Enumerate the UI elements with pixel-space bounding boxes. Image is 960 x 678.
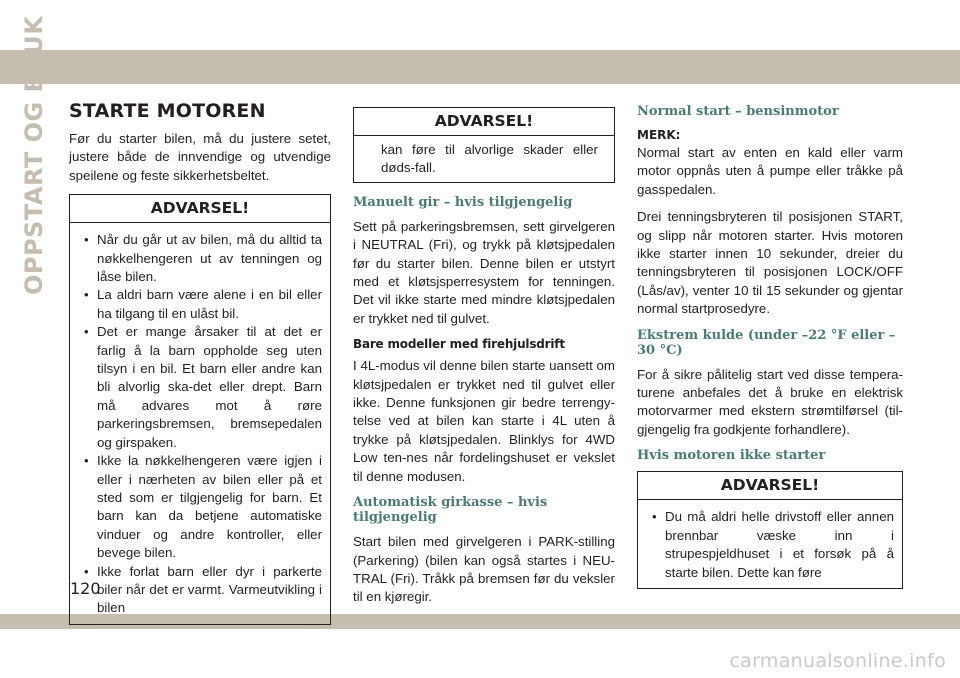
watermark: carmanualsonline.info bbox=[729, 650, 946, 672]
page-number: 120 bbox=[70, 579, 101, 598]
warning-body bbox=[70, 223, 330, 624]
warning-item: • Det er mange årsaker til at det er farlig å la barn oppholde seg uten tilsyn i en bil. Et barn eller andre kan bli alvorlig ska-det eller drept. Barn må advares mot å røre parkeringsbremsen, bremsepedalen og girspaken. bbox=[78, 323, 322, 452]
manual-gear-paragraph: Sett på parkeringsbremsen, sett girvelgeren i NEUTRAL (Fri), og trykk på kløtsjpedalen før du starter bilen. Denne bilen er utstyrt med et kløtsjsperresystem for tenningen. Det vil ikke starte med mindre kløtsjpedalen er trykket ned til gulvet. bbox=[353, 218, 615, 326]
chapter-side-title-text: OPPSTART OG BRUK bbox=[20, 15, 48, 295]
column-middle bbox=[353, 107, 615, 616]
warning-item: • Ikke la nøkkelhengeren være igjen i eller i nærheten av bilen eller på et sted som er tilgjengelig for barn. Et barn kan da betjene automatiske vinduer og andre kontroller, eller bevege bilen. bbox=[78, 452, 322, 562]
warning-continuation: kan føre til alvorlige skader eller døds-fall. bbox=[381, 142, 598, 176]
chapter-side-title bbox=[16, 15, 56, 295]
page-title: STARTE MOTOREN bbox=[69, 100, 266, 122]
note-paragraph: Normal start av enten en kald eller varm motor oppnås uten å pumpe eller tråkke på gasspedalen. bbox=[637, 145, 903, 197]
normal-start-paragraph: Drei tenningsbryteren til posisjonen START, og slipp når motoren starter. Hvis motoren ikke starter innen 10 sekunder, dreier du tenningsbryteren til posisjonen LOCK/OFF (Lås/av), venter 10 til 15 sekunder og gjentar normal startprosedyre. bbox=[637, 209, 903, 317]
warning-item: • La aldri barn være alene i en bil eller ha tilgang til en ulåst bil. bbox=[78, 286, 322, 323]
warning-item: • Når du går ut av bilen, må du alltid ta nøkkelhengeren ut av tenningen og låse bilen. bbox=[78, 231, 322, 286]
warning-title: ADVARSEL! bbox=[354, 108, 614, 136]
warning-item: • Du må aldri helle drivstoff eller annen brennbar væske inn i strupespjeldhuset i et forsøk på å starte bilen. Dette kan føre bbox=[646, 508, 894, 582]
warning-item: • Ikke forlat barn eller dyr i parkerte biler når det er varmt. Varmeutvikling i bilen bbox=[78, 563, 322, 618]
column-right bbox=[637, 104, 903, 601]
warning-box bbox=[637, 471, 903, 589]
warning-box bbox=[69, 194, 331, 625]
automatic-gear-paragraph: Start bilen med girvelgeren i PARK-stilling (Parkering) (bilen kan også startes i NEU-TRAL (Fri). Tråkk på bremsen før du veksler til en kjøregir. bbox=[353, 534, 615, 605]
warning-title: ADVARSEL! bbox=[638, 472, 902, 500]
extreme-cold-heading: Ekstrem kulde (under –22 °F eller –30 °C) bbox=[637, 327, 896, 358]
manual-gear-heading: Manuelt gir – hvis tilgjengelig bbox=[353, 194, 573, 210]
warning-list bbox=[78, 231, 322, 618]
intro-paragraph: Før du starter bilen, må du justere setet, justere både de innvendige og utvendige speilene og feste sikkerhetsbeltet. bbox=[69, 131, 331, 183]
warning-box-continued bbox=[353, 107, 615, 183]
automatic-gear-heading: Automatisk girkasse – hvis tilgjengelig bbox=[353, 495, 548, 526]
note-label: MERK: bbox=[637, 128, 681, 142]
four-wd-paragraph: I 4L-modus vil denne bilen starte uansett om kløtsjpedalen er trykket ned til gulvet eller ikke. Denne funksjonen gir bedre terrengy-telse ved at bilen kan starte i 4L uten å trykke på kløtsjpedalen. Blinklys for 4WD Low ten-nes når fordelingshuset er vekslet til denne modusen. bbox=[353, 358, 615, 484]
warning-body bbox=[638, 500, 902, 588]
no-start-heading: Hvis motoren ikke starter bbox=[637, 448, 826, 464]
warning-body bbox=[354, 136, 614, 182]
warning-list bbox=[646, 508, 894, 582]
extreme-cold-paragraph: For å sikre pålitelig start ved disse tempera-turene anbefales det å bruke en elektrisk motorvarmer med ekstern strømtilførsel (til-gjengelig fra godkjente forhandlere). bbox=[637, 366, 903, 437]
header-band bbox=[0, 50, 960, 84]
normal-start-heading: Normal start – bensinmotor bbox=[637, 104, 839, 119]
warning-title: ADVARSEL! bbox=[70, 195, 330, 223]
four-wd-subheading: Bare modeller med firehjulsdrift bbox=[353, 337, 565, 352]
column-left bbox=[69, 100, 331, 637]
